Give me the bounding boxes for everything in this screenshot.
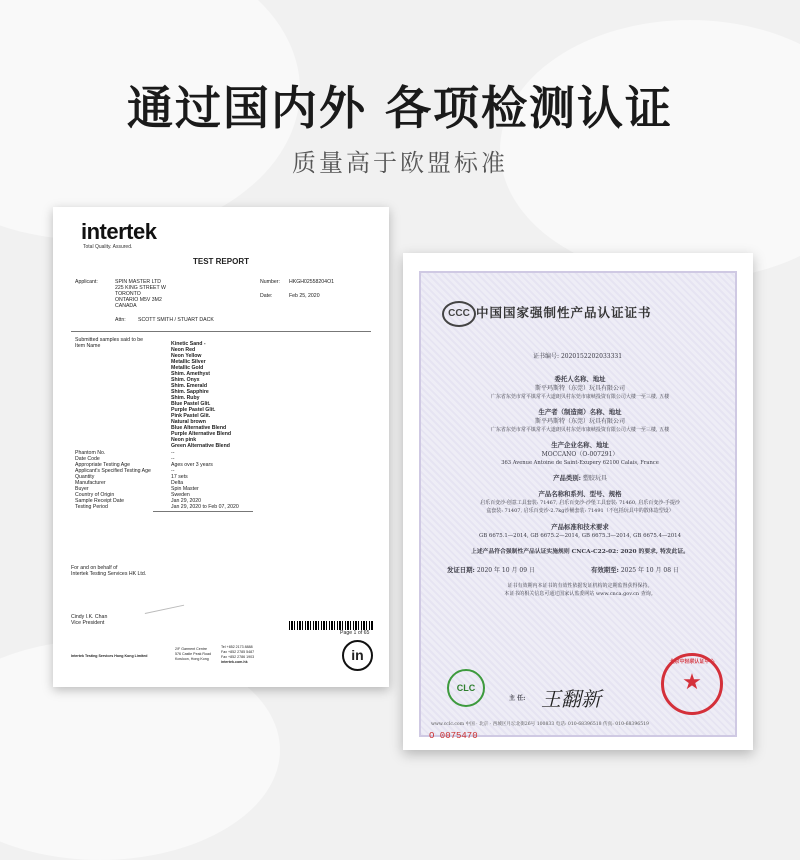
report-title: TEST REPORT: [192, 257, 249, 266]
attn-value: SCOTT SMITH / STUART DACK: [138, 317, 214, 323]
detail-value: Jan 29, 2020 to Feb 07, 2020: [171, 504, 239, 510]
detail-label: Testing Period: [75, 504, 108, 510]
number-value: HKGH02558204O1: [289, 279, 334, 285]
intertek-test-report: [53, 207, 389, 687]
details-values: [171, 450, 239, 510]
footer-contact-line: intertek.com.hk: [221, 660, 248, 664]
item-name: Neon pink: [171, 437, 197, 443]
page-headline: 通过国内外 各项检测认证: [126, 81, 673, 135]
certificate-footer: www.cclc.com 中国 · 北京 · 西城区月坛北街26号 100833 电话: 010-68396518 传真: 010-68396519: [431, 722, 649, 727]
certificate-serial: O 0075470: [429, 731, 478, 741]
footer-address: [175, 647, 211, 662]
conformity-statement: 上述产品符合强制性产品认证实施规则 CNCA-C22-02: 2020 的要求, 特发此证。: [471, 549, 689, 555]
director-label: 主 任:: [509, 695, 526, 702]
item-name: Shim. Onyx: [171, 377, 200, 383]
details-labels: [75, 450, 151, 510]
detail-label: Applicant's Specified Testing Age: [75, 468, 151, 474]
detail-value: Sweden: [171, 492, 190, 498]
category-label: 产品类别:: [553, 474, 581, 482]
certification-seal: [661, 653, 723, 715]
standard-label: 产品标准和技术要求: [551, 523, 609, 531]
footer-address-line: 576 Castle Peak Road: [175, 652, 211, 656]
factory-label: 生产企业名称、地址: [551, 441, 609, 449]
cert-number-value: 2020152202033331: [560, 353, 623, 360]
page-number: Page 1 of 65: [340, 630, 370, 636]
ccc-certificate: [403, 253, 753, 750]
intertek-in-logo: in: [342, 640, 373, 671]
footer-company: Intertek Testing Services Hong Kong Limited: [71, 654, 148, 658]
category-value: 塑胶玩具: [582, 475, 607, 482]
valid-until-label: 有效期至:: [591, 566, 619, 574]
query-notice: 本证书的相关信息可通过国家认监委网站 www.cnca.gov.cn 查询。: [504, 591, 656, 597]
detail-value: Jan 29, 2020: [171, 498, 201, 504]
item-name: Neon Red: [171, 347, 196, 353]
issue-date-label: 发证日期:: [447, 566, 475, 574]
item-name: Blue Alternative Blend: [171, 425, 227, 431]
footer-address-line: 2/F Garment Centre: [175, 647, 207, 651]
detail-label: Appropriate Testing Age: [75, 462, 130, 468]
item-list: [171, 341, 231, 449]
footer-contact: [221, 645, 254, 665]
certificate-body: [419, 271, 737, 737]
applicant-line: CANADA: [115, 303, 137, 309]
client-name: 斯平玛斯特（东莞）玩具有限公司: [534, 385, 625, 392]
factory-address: 363 Avenue Antoine de Saint-Exupery 62100 Calais, France: [501, 460, 659, 466]
signer-name: Cindy I.K. Chan: [71, 614, 108, 620]
item-name: Shim. Amethyst: [171, 371, 211, 377]
detail-label: Date Code: [75, 456, 100, 462]
detail-value: --: [171, 468, 175, 474]
seal-text: 北京中轻联认证中心: [669, 659, 715, 665]
issue-date: [447, 565, 535, 574]
item-name: Natural brown: [171, 419, 206, 425]
submitted-line: Item Name: [75, 343, 101, 349]
divider: [71, 331, 371, 332]
item-name: Pink Pastel Glit.: [171, 413, 211, 419]
product-line: 盒套装: 71407, 启乐百变沙-2.7kg沙桶套装: 71491（不包括玩具中的散体造型设）: [486, 508, 674, 514]
client-address: 广东省东莞市常平镇常平大道朗贝村东莞市康峡投资有限公司大楼一至三楼, 五楼: [490, 394, 670, 400]
certificate-title: 中国国家强制性产品认证证书: [476, 305, 652, 320]
factory-name: MOCCANO（O-007291）: [541, 451, 619, 458]
page-subheadline: 质量高于欧盟标准: [292, 149, 508, 177]
barcode: [289, 621, 374, 630]
detail-label: Manufacturer: [75, 480, 106, 486]
product-line: 启乐百变沙-创意工具套装: 71467, 启乐百变沙-沙堡工具套装: 71460, 启乐百变沙-手提沙: [480, 500, 680, 506]
cert-number: [533, 351, 622, 360]
detail-label: Country of Origin: [75, 492, 115, 498]
detail-label: Sample Receipt Date: [75, 498, 125, 504]
validity-notice: 证书有效期内本证书的有效性依据发证机构的定期监督获得保持。: [507, 583, 653, 589]
producer-label: 生产者（制造商）名称、地址: [538, 408, 622, 416]
divider: [153, 511, 253, 512]
date-value: Feb 25, 2020: [289, 293, 320, 299]
star-icon: ★: [682, 670, 702, 695]
item-name: Purple Pastel Glit.: [171, 407, 216, 413]
product-label: 产品名称和系列、型号、规格: [538, 490, 622, 498]
detail-label: Buyer: [75, 486, 89, 492]
applicant-line: TORONTO: [115, 291, 141, 297]
standard-value: GB 6675.1—2014, GB 6675.2—2014, GB 6675.3—2014, GB 6675.4—2014: [478, 533, 682, 539]
detail-value: --: [171, 450, 175, 456]
footer-contact-line: Fax +852 2786 1903: [221, 655, 255, 659]
valid-until-value: 2025 年 10 月 08 日: [620, 567, 679, 574]
detail-value: Delta: [171, 480, 184, 486]
detail-value: Spin Master: [171, 486, 199, 492]
product-category: [421, 475, 739, 482]
item-name: Metallic Gold: [171, 365, 204, 371]
producer-name: 斯平玛斯特（东莞）玩具有限公司: [534, 418, 625, 425]
director-signature: 王翻新: [541, 687, 601, 711]
detail-label: Phantom No.: [75, 450, 106, 456]
footer-contact-line: Fax +852 2785 5487: [221, 650, 255, 654]
detail-value: --: [171, 456, 175, 462]
applicant-line: ONTARIO M5V 3M2: [115, 297, 162, 303]
item-name: Shim. Emerald: [171, 383, 208, 389]
cert-number-label: 证书编号:: [533, 353, 560, 360]
applicant-block: [115, 279, 166, 309]
item-name: Purple Alternative Blend: [171, 431, 232, 437]
detail-value: Ages over 3 years: [171, 462, 213, 468]
signer-title: Vice President: [71, 620, 105, 626]
submitted-line: Submitted samples said to be: [75, 337, 144, 343]
footer-contact-line: Tel +852 2173 8888: [221, 645, 253, 649]
issuer-company: Intertek Testing Services HK Ltd.: [71, 571, 147, 577]
producer-address: 广东省东莞市常平镇常平大道朗贝村东莞市康峡投资有限公司大楼一至三楼, 五楼: [490, 427, 670, 433]
issue-date-value: 2020 年 10 月 09 日: [476, 567, 535, 574]
valid-until: [591, 565, 679, 574]
attn-label: Attn:: [115, 317, 126, 323]
for-behalf: For and on behalf of: [71, 565, 118, 571]
item-name: Shim. Sapphire: [171, 389, 209, 395]
applicant-label: Applicant:: [75, 279, 98, 285]
intertek-logo: intertek: [81, 219, 157, 244]
item-name: Blue Pastel Glit.: [171, 401, 211, 407]
item-name: Neon Yellow: [171, 353, 202, 359]
detail-label: Quantity: [75, 474, 95, 480]
clc-logo: CLC: [447, 669, 485, 707]
applicant-line: 225 KING STREET W: [115, 285, 166, 291]
item-name: Shim. Ruby: [171, 395, 200, 401]
footer-address-line: Kowloon, Hong Kong: [175, 657, 209, 661]
item-name: Kinetic Sand -: [171, 341, 206, 347]
number-label: Number:: [260, 279, 280, 285]
intertek-tagline: Total Quality. Assured.: [83, 244, 133, 250]
applicant-line: SPIN MASTER LTD: [115, 279, 162, 285]
date-label: Date:: [260, 293, 273, 299]
item-name: Green Alternative Blend: [171, 443, 230, 449]
detail-value: 17 sets: [171, 474, 188, 480]
client-label: 委托人名称、地址: [554, 375, 606, 383]
item-name: Metallic Silver: [171, 359, 206, 365]
ccc-logo: CCC: [442, 301, 476, 327]
submitted-block: [75, 337, 143, 349]
signature: [142, 591, 184, 614]
